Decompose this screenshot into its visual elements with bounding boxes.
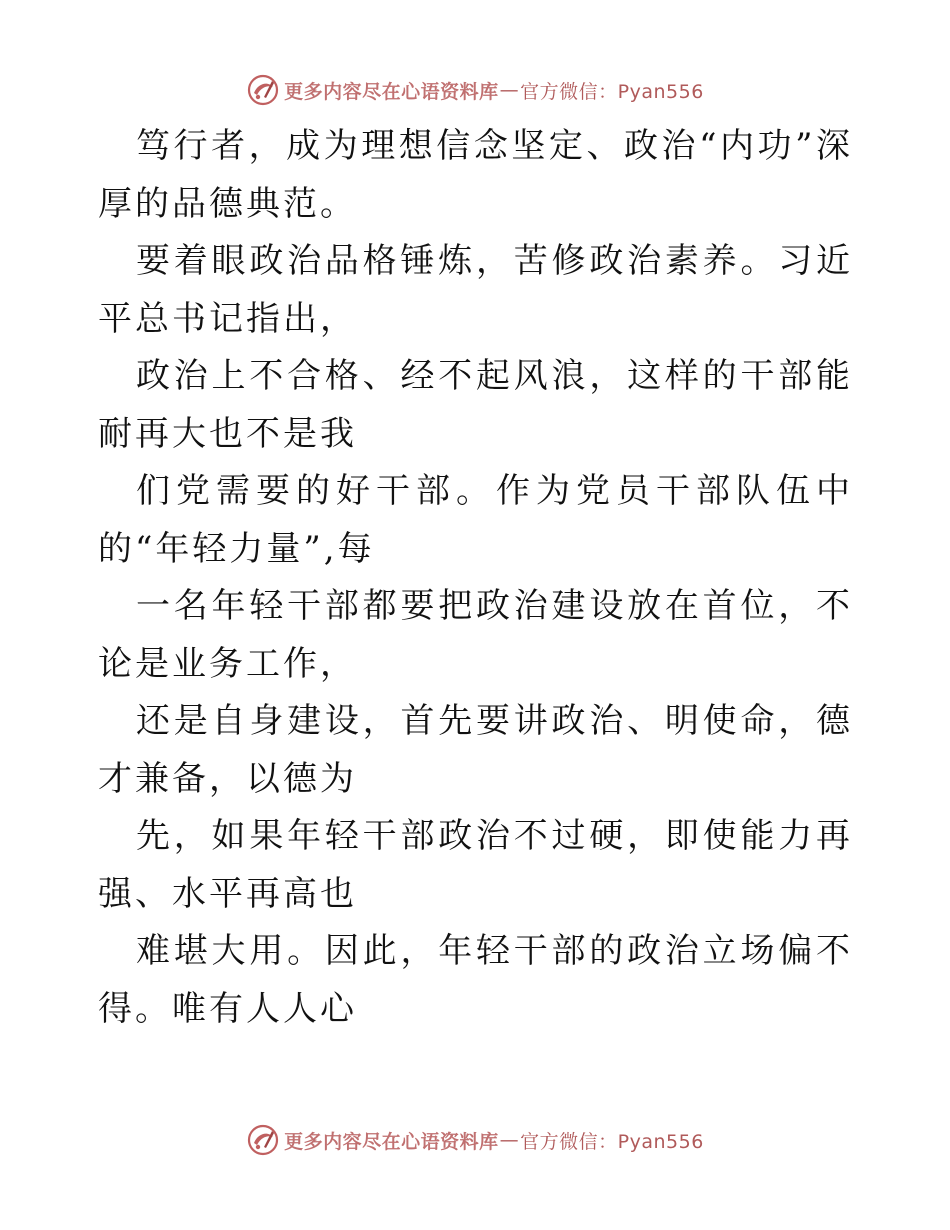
footer-banner (0, 1120, 950, 1160)
body-paragraph: 一名年轻干部都要把政治建设放在首位，不论是业务工作， (98, 586, 853, 684)
pen-swirl-logo-icon (246, 73, 280, 107)
banner-brand-text: 更多内容尽在心语资料库 (284, 1130, 499, 1153)
banner-dash: — (499, 79, 520, 101)
body-paragraph: 先，如果年轻干部政治不过硬，即使能力再强、水平再高也 (98, 816, 853, 914)
body-paragraph: 还是自身建设，首先要讲政治、明使命，德才兼备，以德为 (98, 701, 853, 799)
banner-contact-text: 官方微信：Pyan556 (520, 1130, 704, 1153)
body-paragraph: 们党需要的好干部。作为党员干部队伍中的“年轻力量”,每 (98, 471, 853, 569)
document-body (98, 118, 853, 1038)
banner-contact-text: 官方微信：Pyan556 (520, 80, 704, 103)
body-paragraph: 笃行者，成为理想信念坚定、政治“内功”深厚的品德典范。 (98, 126, 853, 224)
body-paragraph: 政治上不合格、经不起风浪，这样的干部能耐再大也不是我 (98, 356, 853, 454)
body-paragraph: 要着眼政治品格锤炼，苦修政治素养。习近平总书记指出， (98, 241, 853, 339)
banner-dash: — (499, 1129, 520, 1151)
body-paragraph: 难堪大用。因此，年轻干部的政治立场偏不得。唯有人人心 (98, 931, 853, 1029)
pen-swirl-logo-icon (246, 1123, 280, 1157)
header-banner (0, 70, 950, 110)
banner-brand-text: 更多内容尽在心语资料库 (284, 80, 499, 103)
